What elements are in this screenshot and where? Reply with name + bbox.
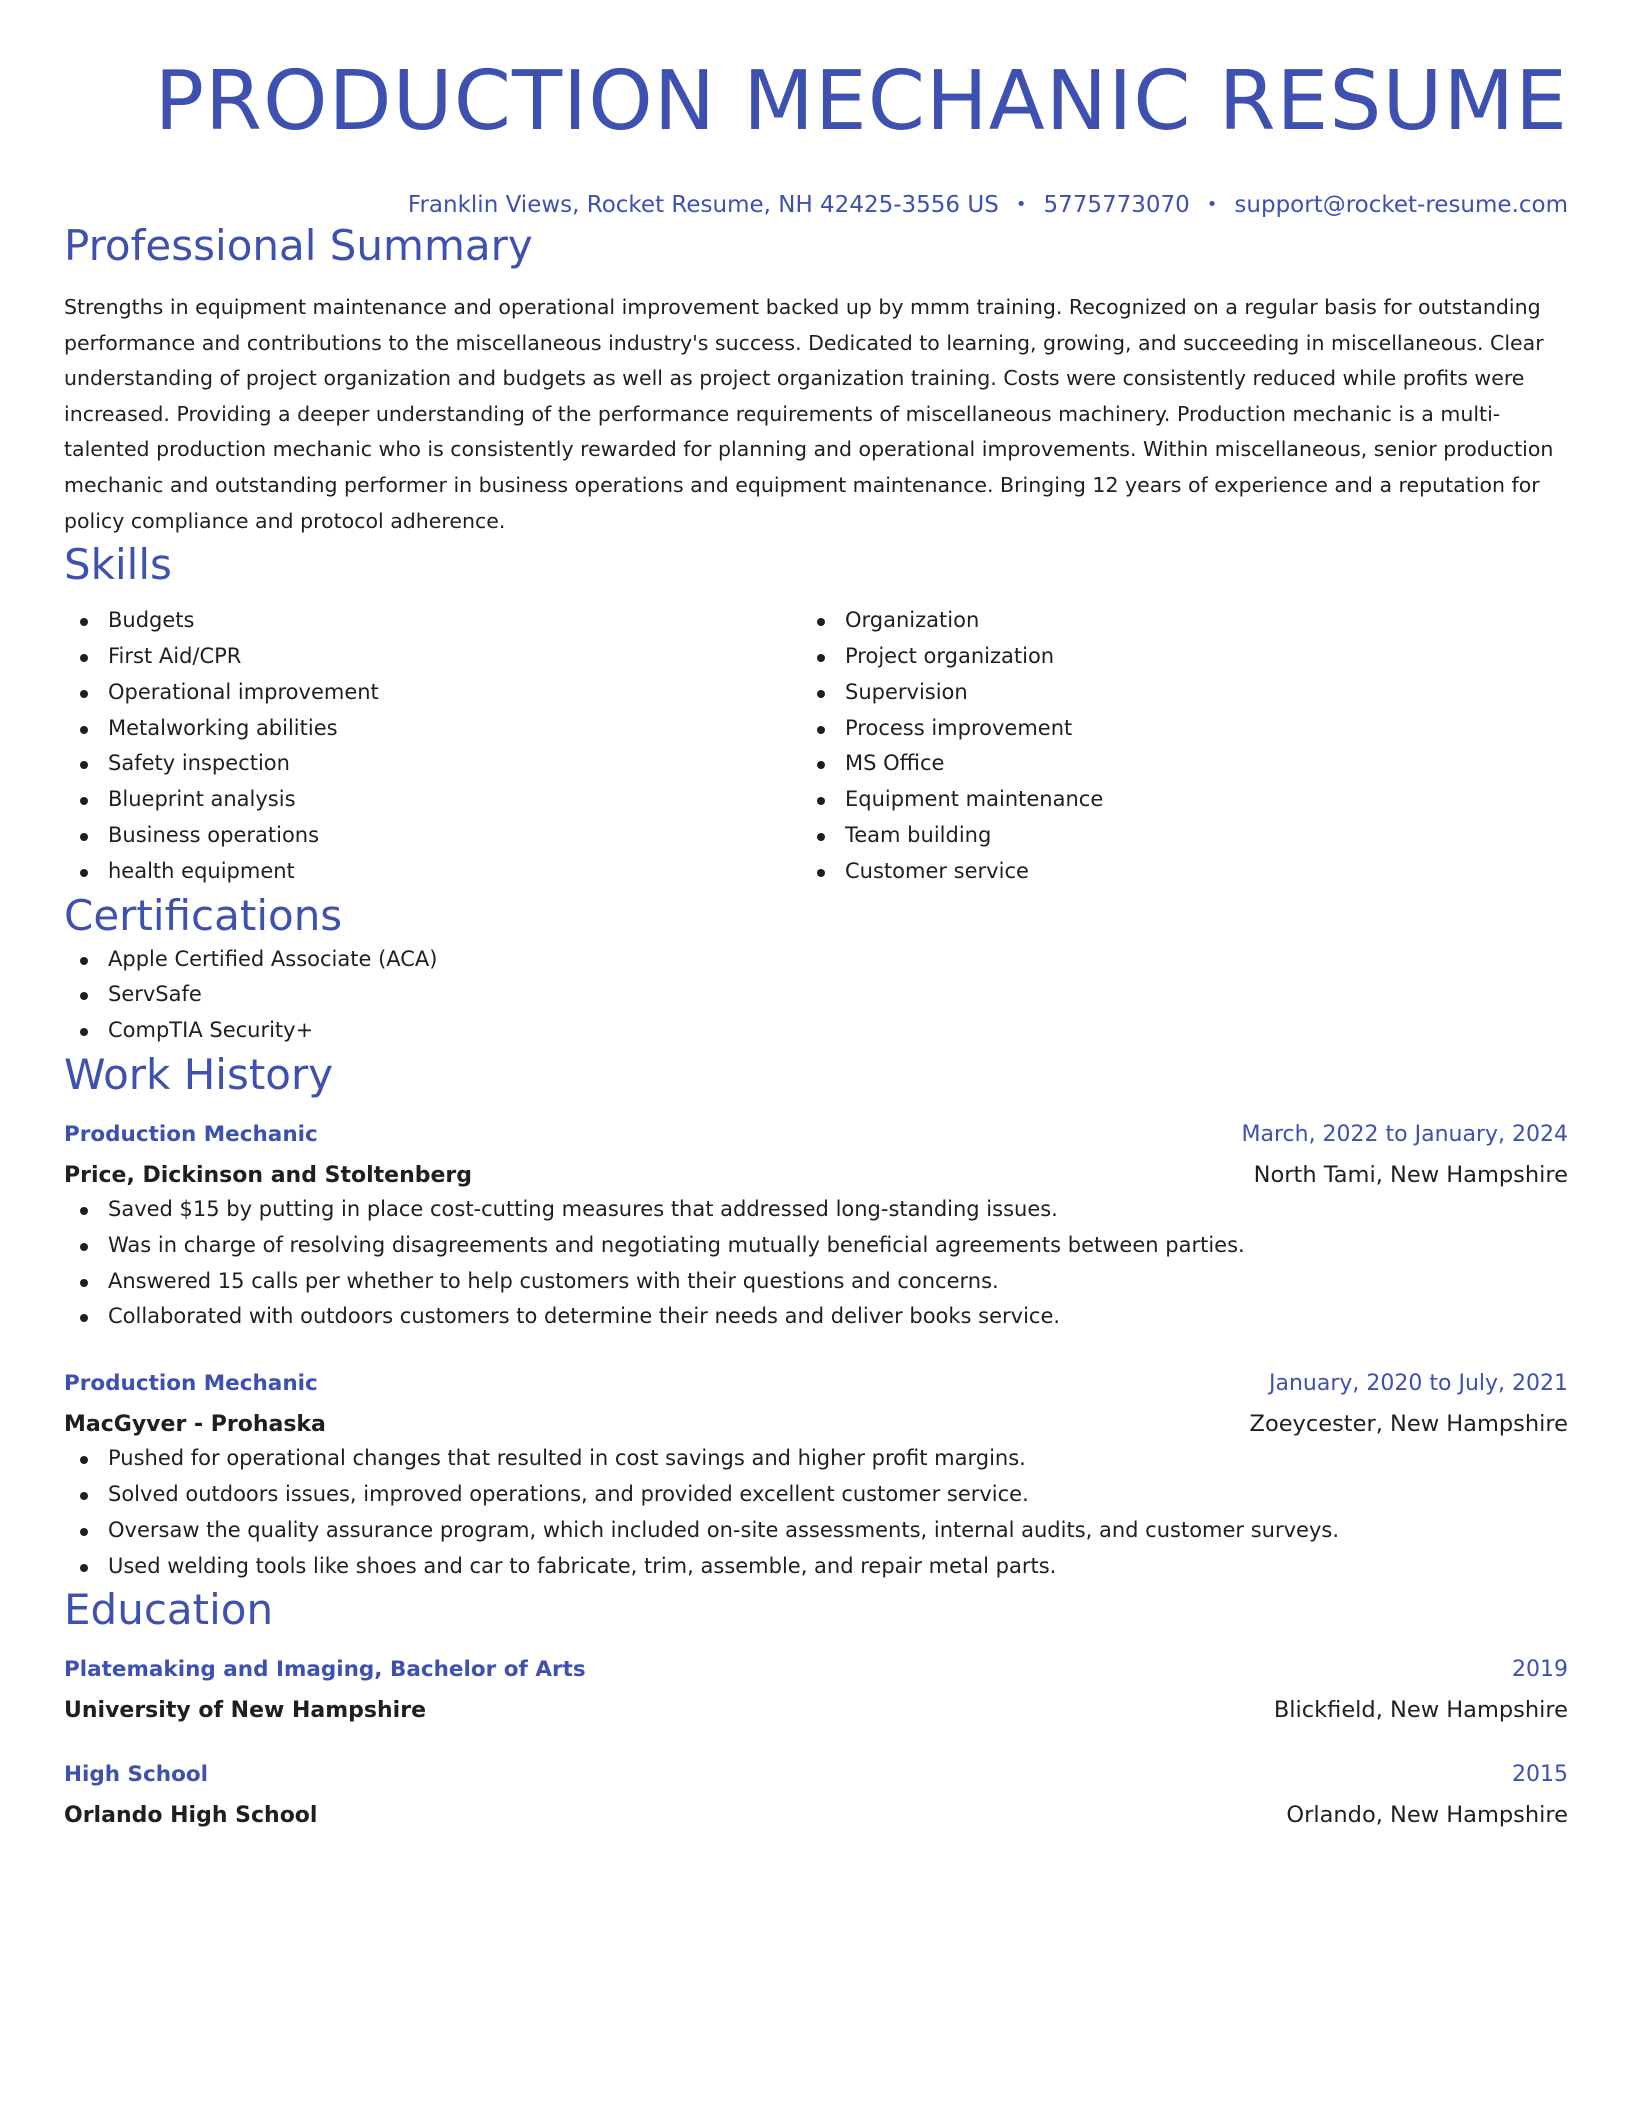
summary-text: Strengths in equipment maintenance and operational improvement backed up by mmm training. Recognized on a regular basis for outstanding performance and contributions to the miscellaneous industry's success. Dedicated to learning, growing, and succeeding in miscellaneous. Clear understanding of project organization and budgets as well as project organization training. Costs were consistently reduced while profits were increased. Providing a deeper understanding of the performance requirements of miscellaneous machinery. Production mechanic is a multi-talented production mechanic who is consistently rewarded for planning and operational improvements. Within miscellaneous, senior production mechanic and outstanding performer in business operations and equipment maintenance. Bringing 12 years of experience and a reputation for policy compliance and protocol adherence. [64,295,1554,533]
job-header-row [64,1368,1568,1400]
education-location: Blickfield, New Hampshire [1273,1697,1568,1724]
skill-item: First Aid/CPR [64,639,801,675]
contact-phone: 5775773070 [1043,192,1190,218]
section-heading-skills: Skills [64,540,172,590]
job-entry [64,1119,1568,1335]
job-company-row [64,1408,1568,1441]
job-company: Price, Dickinson and Stoltenberg [64,1162,472,1188]
skill-item: Budgets [64,603,801,639]
education-degree: High School [64,1762,208,1788]
contact-line [64,190,1568,220]
contact-separator: • [1015,194,1027,215]
education-entry [64,1654,1568,1727]
skill-item: Process improvement [801,711,1538,747]
resume-title: PRODUCTION MECHANIC RESUME [154,54,1568,149]
job-bullet: Solved outdoors issues, improved operations, and provided excellent customer service. [64,1477,1568,1513]
contact-address: Franklin Views, Rocket Resume, NH 42425-3556 US [407,192,999,218]
job-bullet: Pushed for operational changes that resulted in cost savings and higher profit margins. [64,1441,1568,1477]
job-bullet: Oversaw the quality assurance program, which included on-site assessments, internal audits, and customer surveys. [64,1513,1568,1549]
skill-item: Customer service [801,854,1538,890]
skill-item: Project organization [801,639,1538,675]
section-heading-certifications: Certifications [64,890,343,940]
education-school-row [64,1694,1568,1727]
skill-item: Metalworking abilities [64,711,801,747]
job-bullets [64,1441,1568,1584]
job-dates: January, 2020 to July, 2021 [1269,1371,1568,1397]
skill-item: Business operations [64,818,801,854]
job-company-row [64,1159,1568,1192]
contact-email[interactable]: support@rocket-resume.com [1234,192,1568,218]
job-bullet: Saved $15 by putting in place cost-cutting measures that addressed long-standing issues. [64,1192,1568,1228]
job-location: North Tami, New Hampshire [1253,1161,1568,1188]
skills-list-right [801,603,1538,889]
skill-item: health equipment [64,854,801,890]
skill-item: Operational improvement [64,675,801,711]
skills-columns [64,603,1568,889]
skill-item: Equipment maintenance [801,782,1538,818]
contact-separator: • [1206,194,1218,215]
education-entry [64,1759,1568,1832]
job-bullet: Was in charge of resolving disagreements and negotiating mutually beneficial agreements between parties. [64,1228,1568,1264]
certification-item: Apple Certified Associate (ACA) [64,942,1568,978]
job-title: Production Mechanic [64,1371,318,1397]
skill-item: Blueprint analysis [64,782,801,818]
job-location: Zoeycester, New Hampshire [1249,1411,1568,1438]
job-bullets [64,1192,1568,1335]
job-title: Production Mechanic [64,1121,318,1147]
skill-item: Organization [801,603,1538,639]
education-degree: Platemaking and Imaging, Bachelor of Arts [64,1657,586,1683]
certification-item: CompTIA Security+ [64,1013,1568,1049]
job-bullet: Answered 15 calls per whether to help customers with their questions and concerns. [64,1264,1568,1300]
skills-list-left [64,603,801,889]
education-school-row [64,1799,1568,1832]
education-header-row [64,1759,1568,1791]
education-school: Orlando High School [64,1803,318,1829]
job-company: MacGyver - Prohaska [64,1412,326,1438]
job-header-row [64,1119,1568,1151]
education-location: Orlando, New Hampshire [1286,1802,1568,1829]
job-dates: March, 2022 to January, 2024 [1241,1121,1568,1147]
education-year: 2015 [1512,1762,1568,1788]
skill-item: Supervision [801,675,1538,711]
education-school: University of New Hampshire [64,1698,426,1724]
certification-item: ServSafe [64,977,1568,1013]
job-bullet: Used welding tools like shoes and car to fabricate, trim, assemble, and repair metal parts. [64,1549,1568,1585]
education-header-row [64,1654,1568,1686]
education-year: 2019 [1512,1657,1568,1683]
section-heading-education: Education [64,1585,274,1635]
job-bullet: Collaborated with outdoors customers to determine their needs and deliver books service. [64,1299,1568,1335]
skill-item: Safety inspection [64,746,801,782]
skill-item: MS Office [801,746,1538,782]
certifications-list [64,942,1568,1049]
section-heading-work-history: Work History [64,1049,334,1099]
section-heading-summary: Professional Summary [64,221,533,270]
job-entry [64,1368,1568,1584]
skill-item: Team building [801,818,1538,854]
